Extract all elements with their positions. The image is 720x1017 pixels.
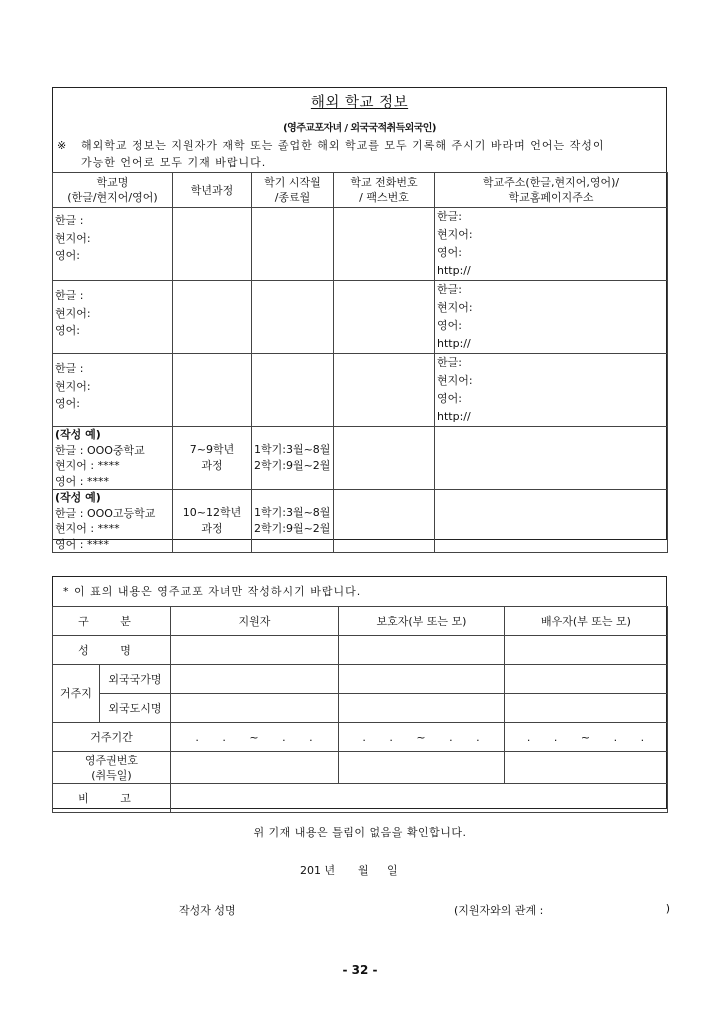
example-row — [53, 490, 668, 553]
spouse-period-cell[interactable]: . . ~ . . — [505, 723, 668, 752]
school-entry-row — [53, 208, 668, 281]
grade-cell[interactable] — [173, 354, 252, 427]
address-cell[interactable]: 한글: 현지어: 영어: http:// — [435, 354, 668, 427]
term-cell[interactable] — [252, 208, 334, 281]
overseas-school-table — [52, 172, 668, 553]
header-applicant: 지원자 — [171, 607, 339, 636]
date-day: 일 — [387, 864, 398, 877]
example-school-name: (작성 예) 한글 : OOO고등학교 현지어 : **** 영어 : **** — [53, 490, 173, 553]
grade-cell[interactable] — [173, 208, 252, 281]
country-row — [53, 665, 668, 694]
spouse-city-cell[interactable] — [505, 694, 668, 723]
header-school-name: 학교명 (한글/현지어/영어) — [53, 173, 173, 208]
date-year: 201 년 — [300, 864, 336, 877]
residence-section — [52, 576, 667, 809]
address-cell[interactable]: 한글: 현지어: 영어: http:// — [435, 281, 668, 354]
example-term: 1학기:3월~8월 2학기:9월~2월 — [252, 427, 334, 490]
name-row — [53, 636, 668, 665]
spouse-name-cell[interactable] — [505, 636, 668, 665]
row-label-country: 외국국가명 — [100, 665, 171, 694]
header-guardian: 보호자(부 또는 모) — [339, 607, 505, 636]
date-month: 월 — [358, 864, 369, 877]
example-phone — [334, 427, 435, 490]
applicant-name-cell[interactable] — [171, 636, 339, 665]
city-row — [53, 694, 668, 723]
applicant-pr-cell[interactable] — [171, 752, 339, 784]
section-subtitle: (영주교포자녀 / 외국국적취득외국인) — [283, 123, 436, 134]
header-spouse: 배우자(부 또는 모) — [505, 607, 668, 636]
grade-cell[interactable] — [173, 281, 252, 354]
applicant-city-cell[interactable] — [171, 694, 339, 723]
term-cell[interactable] — [252, 354, 334, 427]
school-name-cell[interactable]: 한글 : 현지어: 영어: — [53, 354, 173, 427]
example-address — [435, 490, 668, 553]
example-phone — [334, 490, 435, 553]
phone-cell[interactable] — [334, 354, 435, 427]
relation-label: (지원자와의 관계 : — [454, 904, 544, 917]
period-row — [53, 723, 668, 752]
example-school-name: (작성 예) 한글 : OOO중학교 현지어 : **** 영어 : **** — [53, 427, 173, 490]
guardian-country-cell[interactable] — [339, 665, 505, 694]
example-address — [435, 427, 668, 490]
header-phone: 학교 전화번호 / 팩스번호 — [334, 173, 435, 208]
overseas-school-section — [52, 87, 667, 551]
example-grade: 10~12학년 과정 — [173, 490, 252, 553]
row-label-pr: 영주권번호 (취득일) — [53, 752, 171, 784]
row-label-period: 거주기간 — [53, 723, 171, 752]
row-label-city: 외국도시명 — [100, 694, 171, 723]
date-line — [300, 862, 398, 878]
applicant-period-cell[interactable]: . . ~ . . — [171, 723, 339, 752]
residence-table — [52, 606, 668, 813]
confirmation-statement: 위 기재 내용은 틀림이 없음을 확인합니다. — [253, 826, 467, 839]
example-row — [53, 427, 668, 490]
phone-cell[interactable] — [334, 208, 435, 281]
row-label-name: 성 명 — [53, 636, 171, 665]
example-grade: 7~9학년 과정 — [173, 427, 252, 490]
relation-field — [454, 902, 670, 918]
row-label-residence: 거주지 — [53, 665, 100, 723]
relation-close: ) — [665, 902, 670, 915]
page-number: - 32 - — [342, 963, 378, 977]
header-category: 구 분 — [53, 607, 171, 636]
note-line-2: 가능한 언어로 모두 기재 바랍니다. — [81, 156, 267, 169]
guardian-city-cell[interactable] — [339, 694, 505, 723]
school-entry-row — [53, 354, 668, 427]
school-name-cell[interactable]: 한글 : 현지어: 영어: — [53, 281, 173, 354]
spouse-pr-cell[interactable] — [505, 752, 668, 784]
remarks-cell[interactable] — [171, 784, 668, 813]
note-line-1: 해외학교 정보는 지원자가 재학 또는 졸업한 해외 학교를 모두 기록해 주시기 바라며 언어는 작성이 — [81, 139, 605, 152]
residence-note: * 이 표의 내용은 영주교포 자녀만 작성하시기 바랍니다. — [63, 585, 362, 598]
guardian-name-cell[interactable] — [339, 636, 505, 665]
row-label-remarks: 비 고 — [53, 784, 171, 813]
table-header-row — [53, 173, 668, 208]
school-entry-row — [53, 281, 668, 354]
term-cell[interactable] — [252, 281, 334, 354]
spouse-country-cell[interactable] — [505, 665, 668, 694]
note-mark: ※ — [57, 139, 68, 152]
phone-cell[interactable] — [334, 281, 435, 354]
pr-row — [53, 752, 668, 784]
address-cell[interactable]: 한글: 현지어: 영어: http:// — [435, 208, 668, 281]
remarks-row — [53, 784, 668, 813]
header-address: 학교주소(한글,현지어,영어)/ 학교홈페이지주소 — [435, 173, 668, 208]
residence-header-row — [53, 607, 668, 636]
guardian-pr-cell[interactable] — [339, 752, 505, 784]
instruction-note — [57, 137, 660, 171]
example-term: 1학기:3월~8월 2학기:9월~2월 — [252, 490, 334, 553]
header-term: 학기 시작월 /종료월 — [252, 173, 334, 208]
writer-name-label: 작성자 성명 — [179, 904, 236, 917]
section-title: 해외 학교 정보 — [310, 95, 409, 111]
school-name-cell[interactable]: 한글 : 현지어: 영어: — [53, 208, 173, 281]
header-grade: 학년과정 — [173, 173, 252, 208]
applicant-country-cell[interactable] — [171, 665, 339, 694]
guardian-period-cell[interactable]: . . ~ . . — [339, 723, 505, 752]
